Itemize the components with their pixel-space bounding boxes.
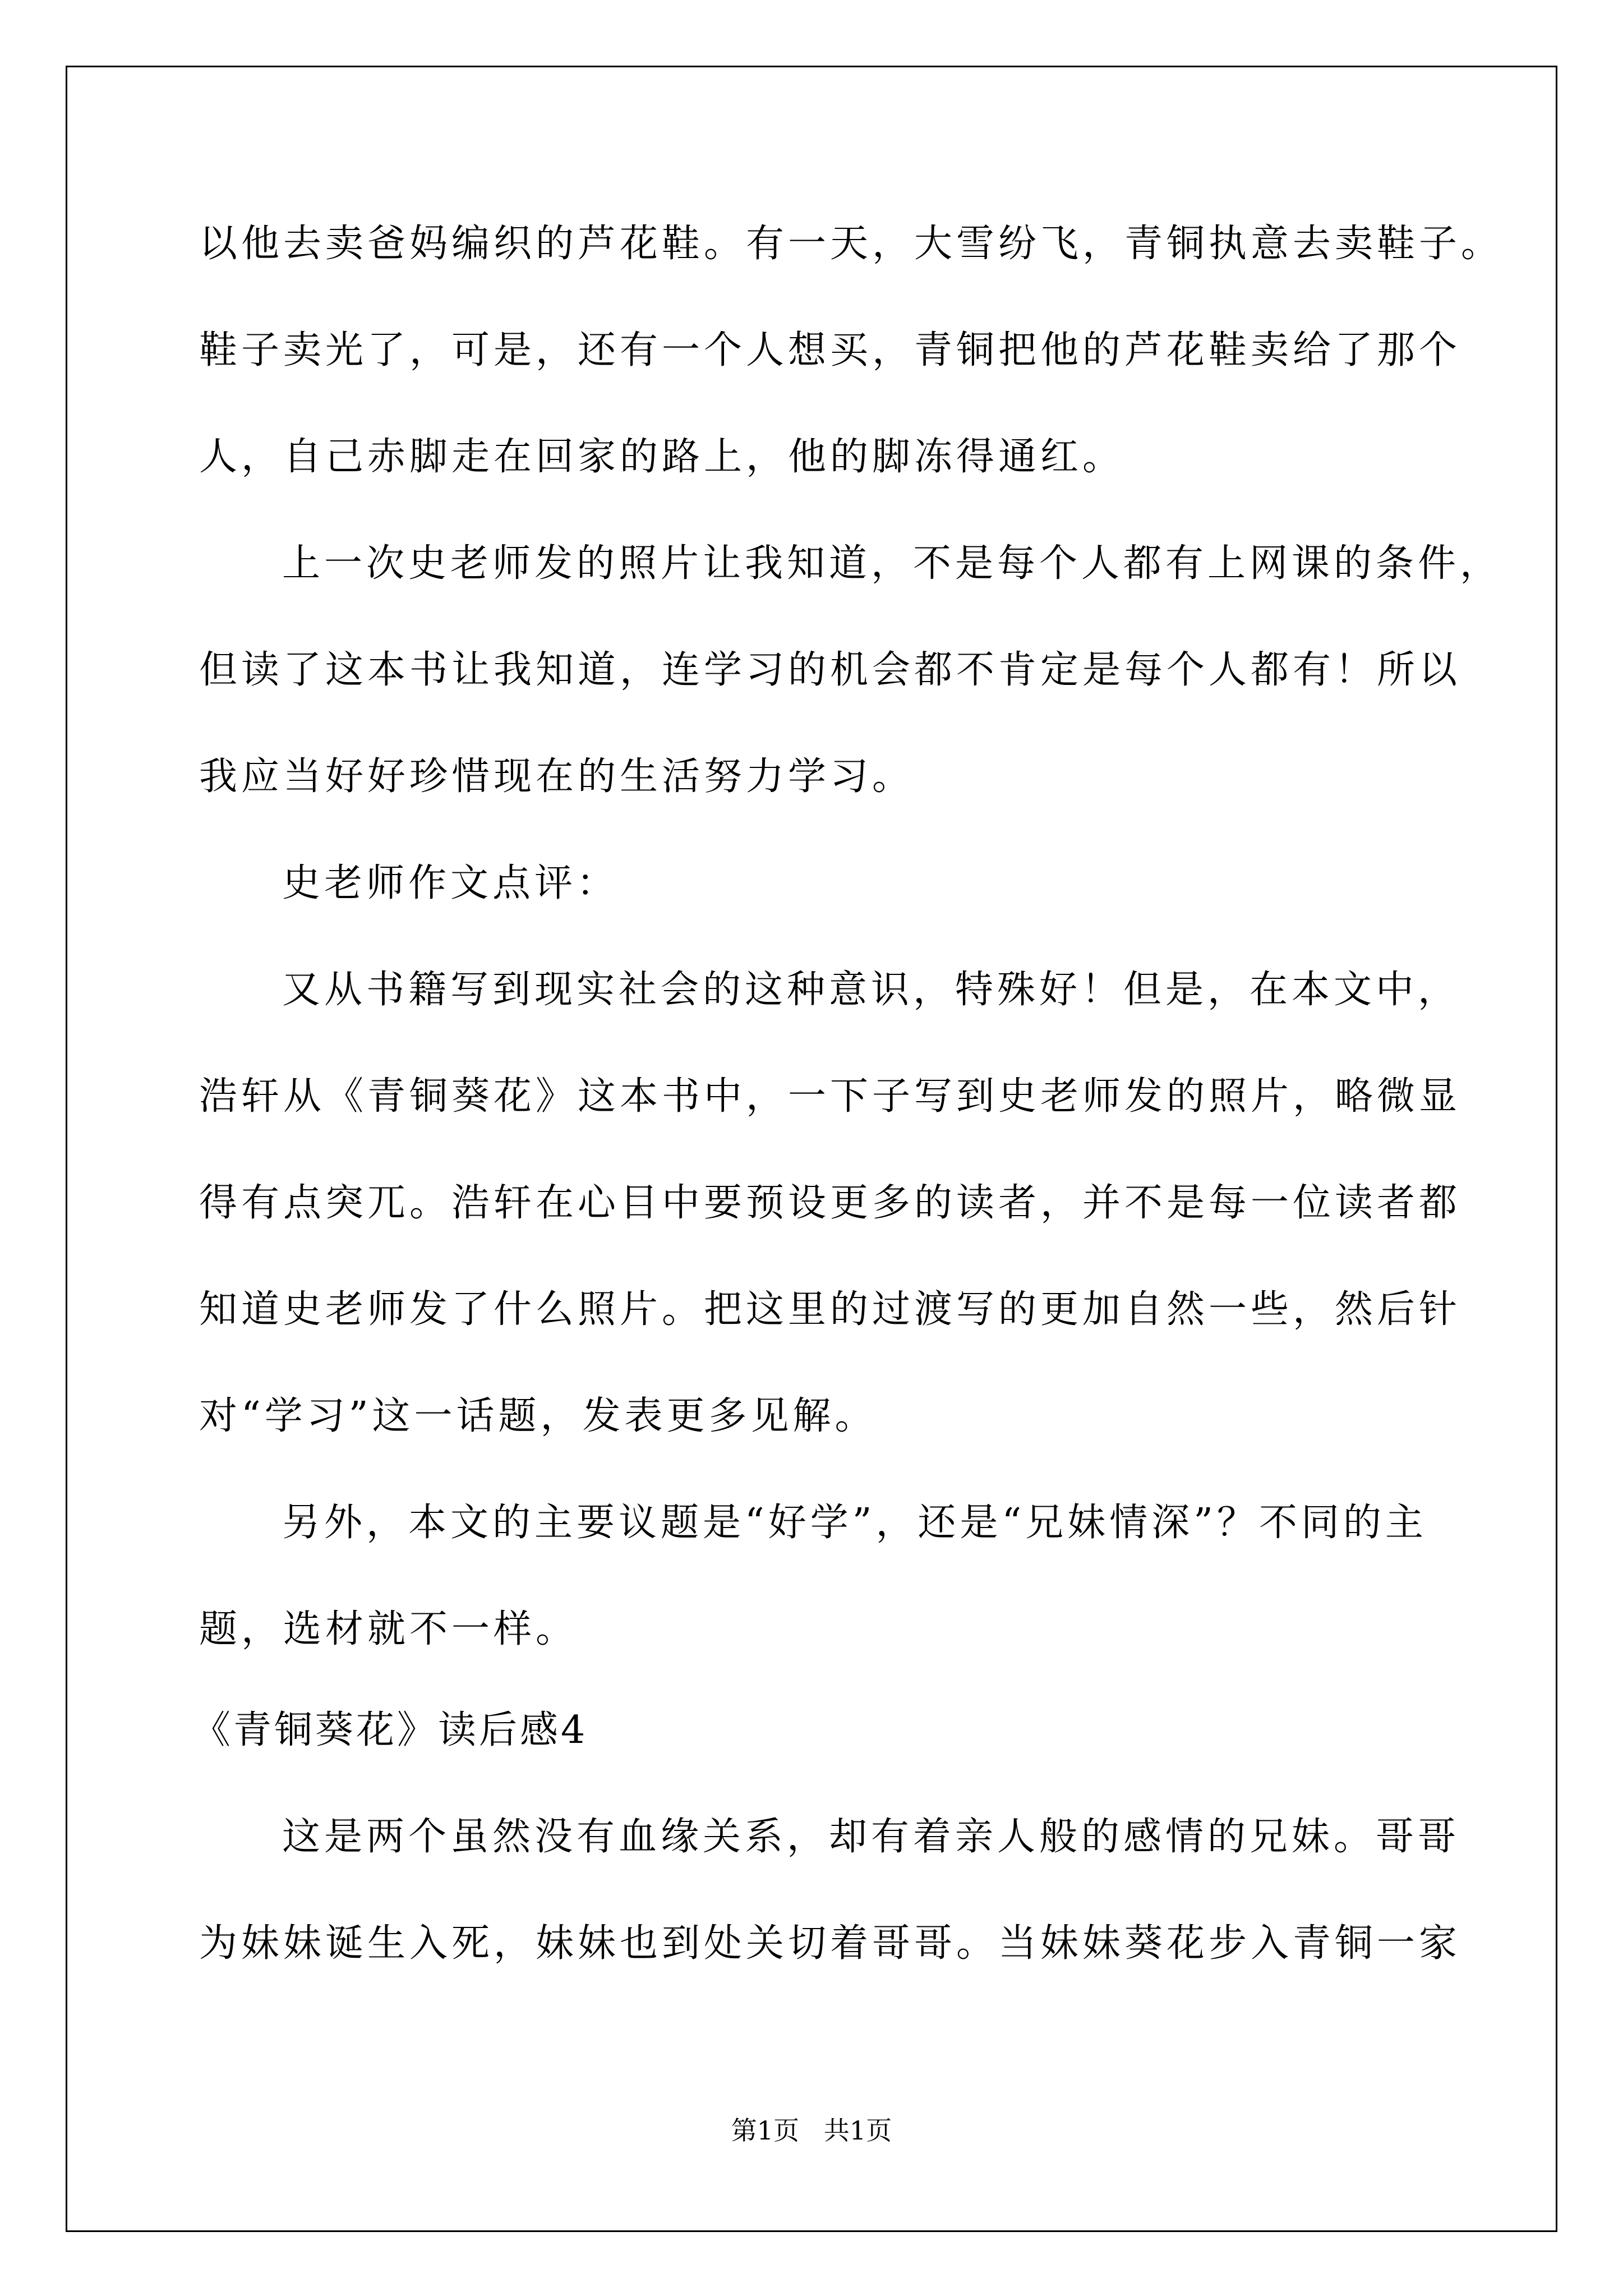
text-line: 知道史老师发了什么照片。把这里的过渡写的更加自然一些，然后针 <box>199 1287 1461 1332</box>
text-line: 我应当好好珍惜现在的生活努力学习。 <box>199 754 915 799</box>
text-line: 得有点突兀。浩轩在心目中要预设更多的读者，并不是每一位读者都 <box>199 1181 1461 1225</box>
page-footer: 第1页 共1页 <box>731 2115 892 2146</box>
text-line: 以他去卖爸妈编织的芦花鞋。有一天，大雪纷飞，青铜执意去卖鞋子。 <box>199 222 1504 266</box>
text-line: 题，选材就不一样。 <box>199 1607 578 1651</box>
section-heading: 《青铜葵花》读后感4 <box>192 1708 588 1752</box>
paragraph-start-line: 这是两个虽然没有血缘关系，却有着亲人般的感情的兄妹。哥哥 <box>282 1815 1460 1859</box>
paragraph-start-line: 上一次史老师发的照片让我知道，不是每个人都有上网课的条件， <box>282 541 1502 586</box>
text-line: 浩轩从《青铜葵花》这本书中，一下子写到史老师发的照片，略微显 <box>199 1074 1461 1119</box>
text-line: 人，自己赤脚走在回家的路上，他的脚冻得通红。 <box>199 435 1125 479</box>
paragraph-start-line: 另外，本文的主要议题是“好学”，还是“兄妹情深”？不同的主 <box>282 1501 1428 1545</box>
text-line: 但读了这本书让我知道，连学习的机会都不肯定是每个人都有！所以 <box>199 648 1461 692</box>
text-line: 为妹妹诞生入死，妹妹也到处关切着哥哥。当妹妹葵花步入青铜一家 <box>199 1921 1461 1966</box>
text-line: 对“学习”这一话题，发表更多见解。 <box>199 1394 877 1438</box>
page-border <box>66 66 1557 2232</box>
text-line: 鞋子卖光了，可是，还有一个人想买，青铜把他的芦花鞋卖给了那个 <box>199 328 1461 372</box>
paragraph-start-line: 史老师作文点评： <box>282 861 619 905</box>
paragraph-start-line: 又从书籍写到现实社会的这种意识，特殊好！但是，在本文中， <box>282 968 1460 1012</box>
